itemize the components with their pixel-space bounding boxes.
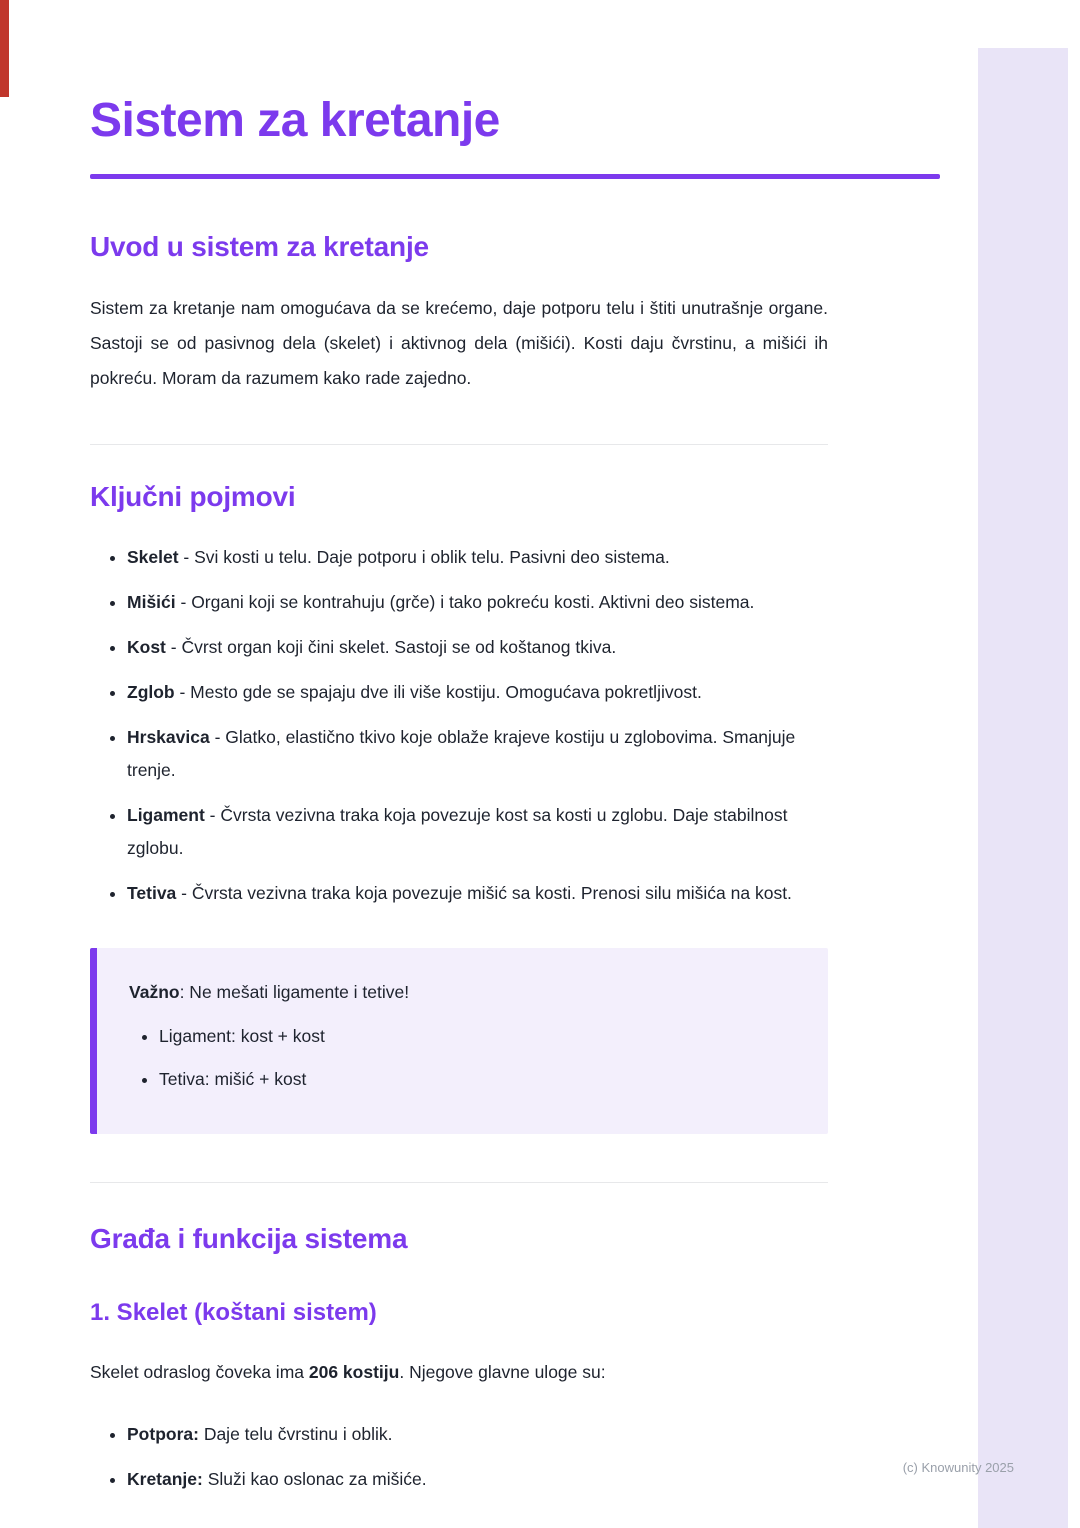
skeleton-paragraph-before: Skelet odraslog čoveka ima	[90, 1361, 309, 1382]
role-item-kretanje	[127, 1463, 828, 1496]
term-desc: - Svi kosti u telu. Daje potporu i oblik telu. Pasivni deo sistema.	[178, 546, 670, 567]
term-item-tetiva	[127, 877, 828, 910]
title-rule	[90, 174, 940, 179]
callout-item-ligament	[159, 1022, 792, 1050]
skeleton-paragraph-after: . Njegove glavne uloge su:	[399, 1361, 606, 1382]
term-desc: - Čvrsta vezivna traka koja povezuje kost sa kosti u zglobu. Daje stabilnost zglobu.	[127, 804, 788, 858]
section-heading-intro: Uvod u sistem za kretanje	[90, 230, 429, 262]
section-heading-terms: Ključni pojmovi	[90, 480, 296, 512]
role-name: Kretanje:	[127, 1468, 203, 1489]
term-desc: - Čvrst organ koji čini skelet. Sastoji se od koštanog tkiva.	[165, 636, 617, 657]
term-item-ligament	[127, 799, 828, 865]
term-name: Skelet	[127, 546, 179, 567]
document-content	[90, 0, 828, 1508]
term-name: Kost	[127, 636, 166, 657]
term-desc: - Glatko, elastično tkivo koje oblaže krajeve kostiju u zglobovima. Smanjuje trenje.	[127, 726, 796, 780]
callout-text: : Ne mešati ligamente i tetive!	[179, 981, 410, 1002]
term-desc: - Organi koji se kontrahuju (grče) i tako pokreću kosti. Aktivni deo sistema.	[175, 591, 755, 612]
callout-item-text: Ligament: kost + kost	[159, 1025, 325, 1046]
divider	[90, 444, 828, 445]
term-item-misici	[127, 586, 828, 619]
term-name: Hrskavica	[127, 726, 210, 747]
copyright-watermark: (c) Knowunity 2025	[902, 1460, 1014, 1475]
term-name: Ligament	[127, 804, 205, 825]
sub-heading-skeleton: 1. Skelet (koštani sistem)	[90, 1298, 377, 1326]
section-heading-structure: Građa i funkcija sistema	[90, 1222, 408, 1254]
left-red-strip	[0, 0, 9, 97]
term-name: Zglob	[127, 681, 175, 702]
term-item-hrskavica	[127, 721, 828, 787]
callout-title	[129, 978, 792, 1006]
role-item-potpora	[127, 1418, 828, 1451]
intro-paragraph: Sistem za kretanje nam omogućava da se krećemo, daje potporu telu i štiti unutrašnje organe. Sastoji se od pasivnog dela (skelet) i aktivnog dela (mišići). Kosti daju čvrstinu, a mišići ih pokreću. Moram da razumem kako rade zajedno.	[90, 297, 828, 388]
role-desc: Daje telu čvrstinu i oblik.	[198, 1423, 393, 1444]
skeleton-paragraph-bold: 206 kostiju	[308, 1361, 400, 1382]
term-name: Tetiva	[127, 882, 177, 903]
important-callout	[90, 948, 828, 1134]
page-title: Sistem za kretanje	[90, 94, 500, 147]
skeleton-paragraph	[90, 1355, 828, 1390]
term-item-skelet	[127, 541, 828, 574]
divider	[90, 1182, 828, 1183]
callout-label: Važno	[129, 981, 180, 1002]
role-name: Potpora:	[127, 1423, 199, 1444]
term-item-zglob	[127, 676, 828, 709]
callout-list	[129, 1022, 792, 1093]
term-desc: - Čvrsta vezivna traka koja povezuje mišić sa kosti. Prenosi silu mišića na kost.	[176, 882, 792, 903]
right-side-band	[978, 48, 1068, 1528]
callout-item-tetiva	[159, 1065, 792, 1093]
term-desc: - Mesto gde se spajaju dve ili više kostiju. Omogućava pokretljivost.	[174, 681, 702, 702]
role-desc: Služi kao oslonac za mišiće.	[202, 1468, 427, 1489]
terms-list	[90, 541, 828, 910]
skeleton-roles-list	[90, 1418, 828, 1496]
term-item-kost	[127, 631, 828, 664]
callout-item-text: Tetiva: mišić + kost	[159, 1068, 307, 1089]
term-name: Mišići	[127, 591, 176, 612]
